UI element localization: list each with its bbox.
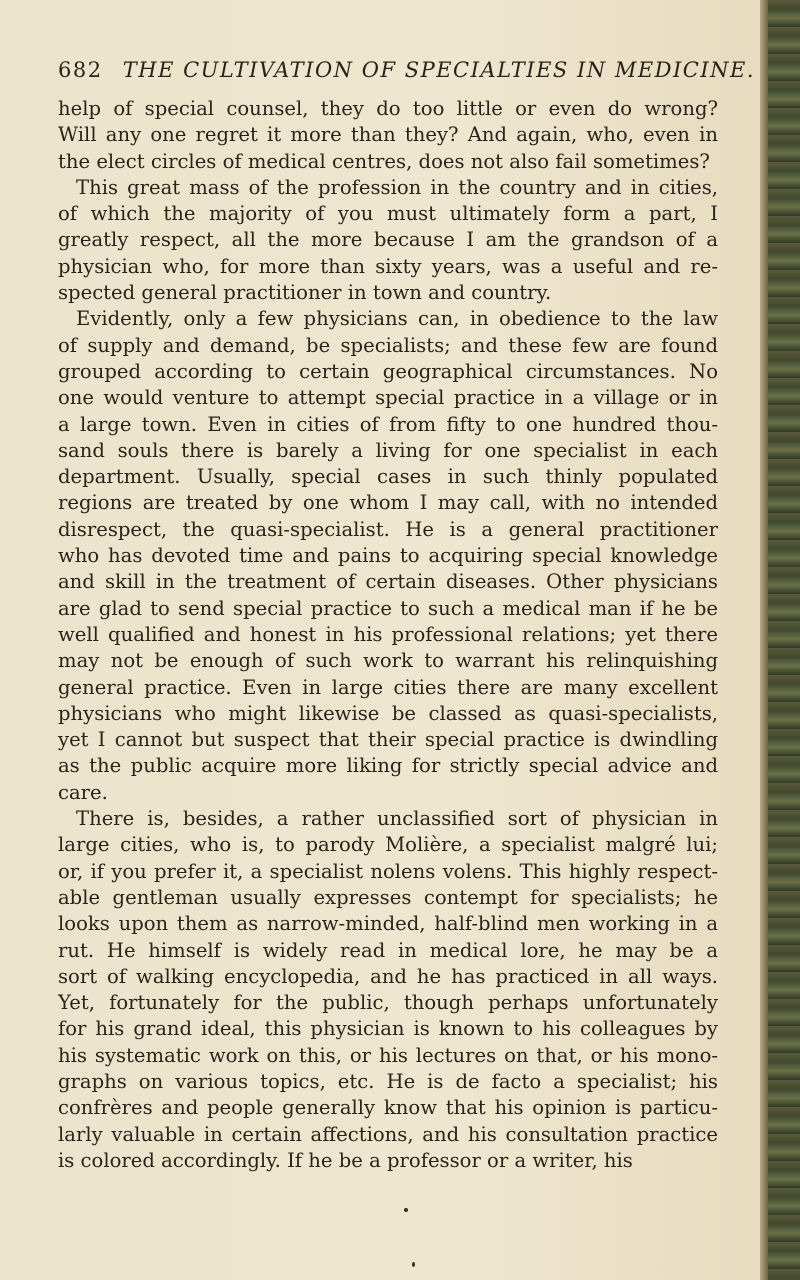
page-number: 682: [58, 58, 103, 82]
paragraph: [58, 175, 718, 306]
text-line: Will any one regret it more than they? And again, who, even in: [58, 123, 718, 147]
text-line: able gentleman usually expresses contempt for specialists; he: [58, 885, 718, 909]
text-line: greatly respect, all the more because I am the grandson of a: [58, 228, 718, 252]
paragraph: [58, 806, 718, 1174]
text-line: spected general practitioner in town and country.: [58, 281, 552, 305]
text-line: regions are treated by one whom I may call, with no intended: [58, 491, 718, 515]
text-line: confrères and people generally know that his opinion is particu-: [58, 1096, 718, 1120]
text-line: physician who, for more than sixty years, was a useful and re-: [58, 254, 718, 278]
text-line: is colored accordingly. If he be a professor or a writer, his: [58, 1148, 633, 1172]
text-line: well qualified and honest in his professional relations; yet there: [58, 622, 718, 646]
text-line: looks upon them as narrow-minded, half-blind men working in a: [58, 912, 718, 936]
text-line: Evidently, only a few physicians can, in obedience to the law: [76, 307, 718, 331]
text-line: rut. He himself is widely read in medical lore, he may be a: [58, 938, 718, 962]
book-edge: [760, 0, 800, 1280]
ink-speck: [404, 1208, 408, 1212]
text-line: for his grand ideal, this physician is known to his colleagues by: [58, 1017, 718, 1041]
text-line: department. Usually, special cases in such thinly populated: [58, 465, 718, 489]
text-line: help of special counsel, they do too little or even do wrong?: [58, 97, 718, 120]
text-line: are glad to send special practice to such a medical man if he be: [58, 596, 718, 620]
text-line: There is, besides, a rather unclassified sort of physician in: [76, 807, 718, 831]
chapter-title: THE CULTIVATION OF SPECIALTIES IN MEDICINE.: [122, 58, 756, 82]
text-line: sort of walking encyclopedia, and he has practiced in all ways.: [58, 964, 718, 988]
text-line: the elect circles of medical centres, does not also fail sometimes?: [58, 149, 710, 173]
text-line: as the public acquire more liking for strictly special advice and: [58, 754, 718, 778]
text-line: a large town. Even in cities of from fifty to one hundred thou-: [58, 412, 718, 436]
text-line: who has devoted time and pains to acquiring special knowledge: [58, 544, 718, 568]
text-line: or, if you prefer it, a specialist nolens volens. This highly respect-: [58, 859, 718, 883]
text-line: This great mass of the profession in the country and in cities,: [76, 175, 718, 199]
text-line: grouped according to certain geographical circumstances. No: [58, 359, 718, 383]
running-head: [58, 58, 756, 82]
text-line: sand souls there is barely a living for one specialist in each: [58, 438, 718, 462]
text-line: larly valuable in certain affections, and his consultation practice: [58, 1122, 718, 1146]
text-line: of supply and demand, be specialists; and these few are found: [58, 333, 718, 357]
ink-speck: [412, 1262, 415, 1267]
text-line: of which the majority of you must ultimately form a part, I: [58, 202, 718, 226]
paragraph: [58, 306, 718, 806]
body-text: [58, 96, 718, 1174]
text-line: large cities, who is, to parody Molière, a specialist malgré lui;: [58, 833, 718, 857]
paragraph: [58, 96, 718, 175]
text-line: general practice. Even in large cities there are many excellent: [58, 675, 718, 699]
text-line: Yet, fortunately for the public, though perhaps unfortunately: [58, 991, 718, 1015]
text-line: yet I cannot but suspect that their special practice is dwindling: [58, 728, 718, 752]
text-line: and skill in the treatment of certain diseases. Other physicians: [58, 570, 718, 594]
book-edge-shadow: [760, 0, 768, 1280]
text-line: graphs on various topics, etc. He is de facto a specialist; his: [58, 1069, 718, 1093]
text-line: disrespect, the quasi-specialist. He is a general practitioner: [58, 517, 718, 541]
text-line: care.: [58, 780, 108, 804]
text-line: physicians who might likewise be classed as quasi-specialists,: [58, 701, 718, 725]
text-line: his systematic work on this, or his lectures on that, or his mono-: [58, 1043, 718, 1067]
text-line: may not be enough of such work to warrant his relinquishing: [58, 649, 718, 673]
text-line: one would venture to attempt special practice in a village or in: [58, 386, 718, 410]
